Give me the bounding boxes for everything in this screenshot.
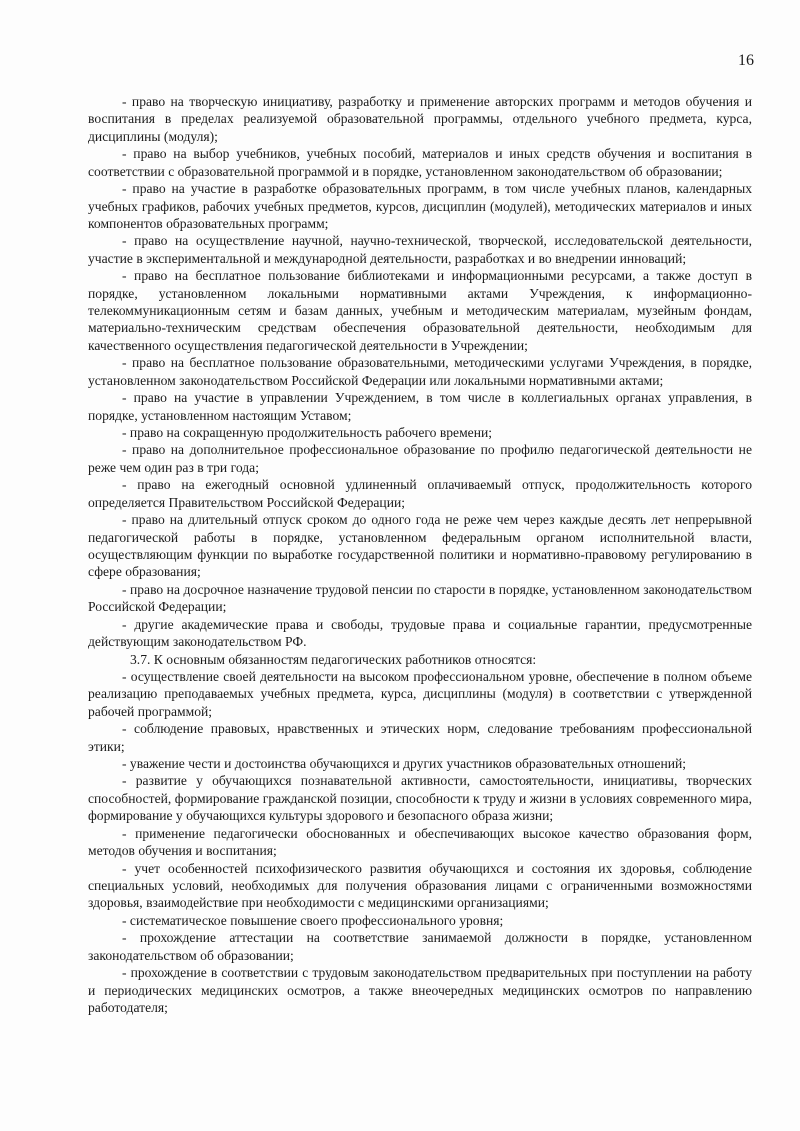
page-number: 16 — [738, 52, 754, 69]
paragraph: - право на выбор учебников, учебных пособий, материалов и иных средств обучения и воспитания в соответствии с образовательной программой и в порядке, установленном законодательством об образовании; — [88, 146, 752, 179]
paragraph: - право на творческую инициативу, разработку и применение авторских программ и методов обучения и воспитания в пределах реализуемой образовательной программы, отдельного учебного предмета, курса, дисциплины (модуля); — [88, 94, 752, 144]
paragraph: - право на дополнительное профессиональное образование по профилю педагогической деятельности не реже чем один раз в три года; — [88, 442, 752, 475]
paragraph: - применение педагогически обоснованных и обеспечивающих высокое качество образования форм, методов обучения и воспитания; — [88, 825, 752, 859]
paragraph: - прохождение аттестации на соответствие занимаемой должности в порядке, установленном законодательством об образовании; — [88, 930, 752, 963]
paragraph: - учет особенностей психофизического развития обучающихся и состояния их здоровья, соблюдение специальных условий, необходимых для получения образования лицами с ограниченными возможностями здоровья, взаимодействие при необходимости с медицинскими организациями; — [88, 860, 752, 911]
paragraph: - систематическое повышение своего профессионального уровня; — [122, 912, 504, 928]
paragraph: - право на досрочное назначение трудовой пенсии по старости в порядке, установленном законодательством Российской Федерации; — [88, 581, 752, 615]
paragraph: - соблюдение правовых, нравственных и этических норм, следование требованиям профессиональной этики; — [88, 721, 752, 754]
paragraph: - право на участие в управлении Учреждением, в том числе в коллегиальных органах управления, в порядке, установленном настоящим Уставом; — [88, 390, 752, 423]
paragraph: - осуществление своей деятельности на высоком профессиональном уровне, обеспечение в полном объеме реализацию преподаваемых учебных предмета, курса, дисциплины (модуля) в соответствии с утвержденной рабочей программой; — [88, 668, 752, 719]
paragraph: - развитие у обучающихся познавательной активности, самостоятельности, инициативы, творческих способностей, формирование гражданской позиции, способности к труду и жизни в условиях современного мира, формирование у обучающихся культуры здорового и безопасного образа жизни; — [88, 773, 752, 824]
document-body — [88, 93, 752, 1016]
paragraph: - право на бесплатное пользование библиотеками и информационными ресурсами, а также доступ в порядке, установленном локальными нормативными актами Учреждения, к информационно-телекоммуникационным сетям и базам данных, учебным и методическим материалам, музейным фондам, материально-техническим средствам обеспечения образовательной деятельности, необходимым для качественного осуществления педагогической деятельности в Учреждении; — [88, 268, 752, 353]
paragraph: - право на бесплатное пользование образовательными, методическими услугами Учреждения, в порядке, установленном законодательством Российской Федерации или локальными нормативными актами; — [88, 355, 752, 388]
paragraph: - уважение чести и достоинства обучающихся и других участников образовательных отношений; — [122, 756, 687, 772]
paragraph: - право на сокращенную продолжительность рабочего времени; — [122, 425, 493, 441]
paragraph: - право на длительный отпуск сроком до одного года не реже чем через каждые десять лет непрерывной педагогической работы в порядке, установленном федеральным органом исполнительной власти, осуществляющим функции по выработке государственной политики и нормативно-правовому регулированию в сфере образования; — [88, 512, 752, 580]
section-heading: 3.7. К основным обязанностям педагогических работников относятся: — [130, 651, 537, 667]
paragraph: - прохождение в соответствии с трудовым законодательством предварительных при поступлении на работу и периодических медицинских осмотров, а также внеочередных медицинских осмотров по направлению работодателя; — [88, 965, 752, 1015]
paragraph: - право на осуществление научной, научно-технической, творческой, исследовательской деятельности, участие в экспериментальной и международной деятельности, разработках и во внедрении инноваций; — [88, 233, 752, 266]
paragraph: - право на ежегодный основной удлиненный оплачиваемый отпуск, продолжительность которого определяется Правительством Российской Федерации; — [88, 477, 752, 510]
paragraph: - другие академические права и свободы, трудовые права и социальные гарантии, предусмотренные действующим законодательством РФ. — [88, 616, 752, 650]
paragraph: - право на участие в разработке образовательных программ, в том числе учебных планов, календарных учебных графиков, рабочих учебных предметов, курсов, дисциплин (модулей), методических материалов и иных компонентов образовательных программ; — [88, 181, 752, 231]
